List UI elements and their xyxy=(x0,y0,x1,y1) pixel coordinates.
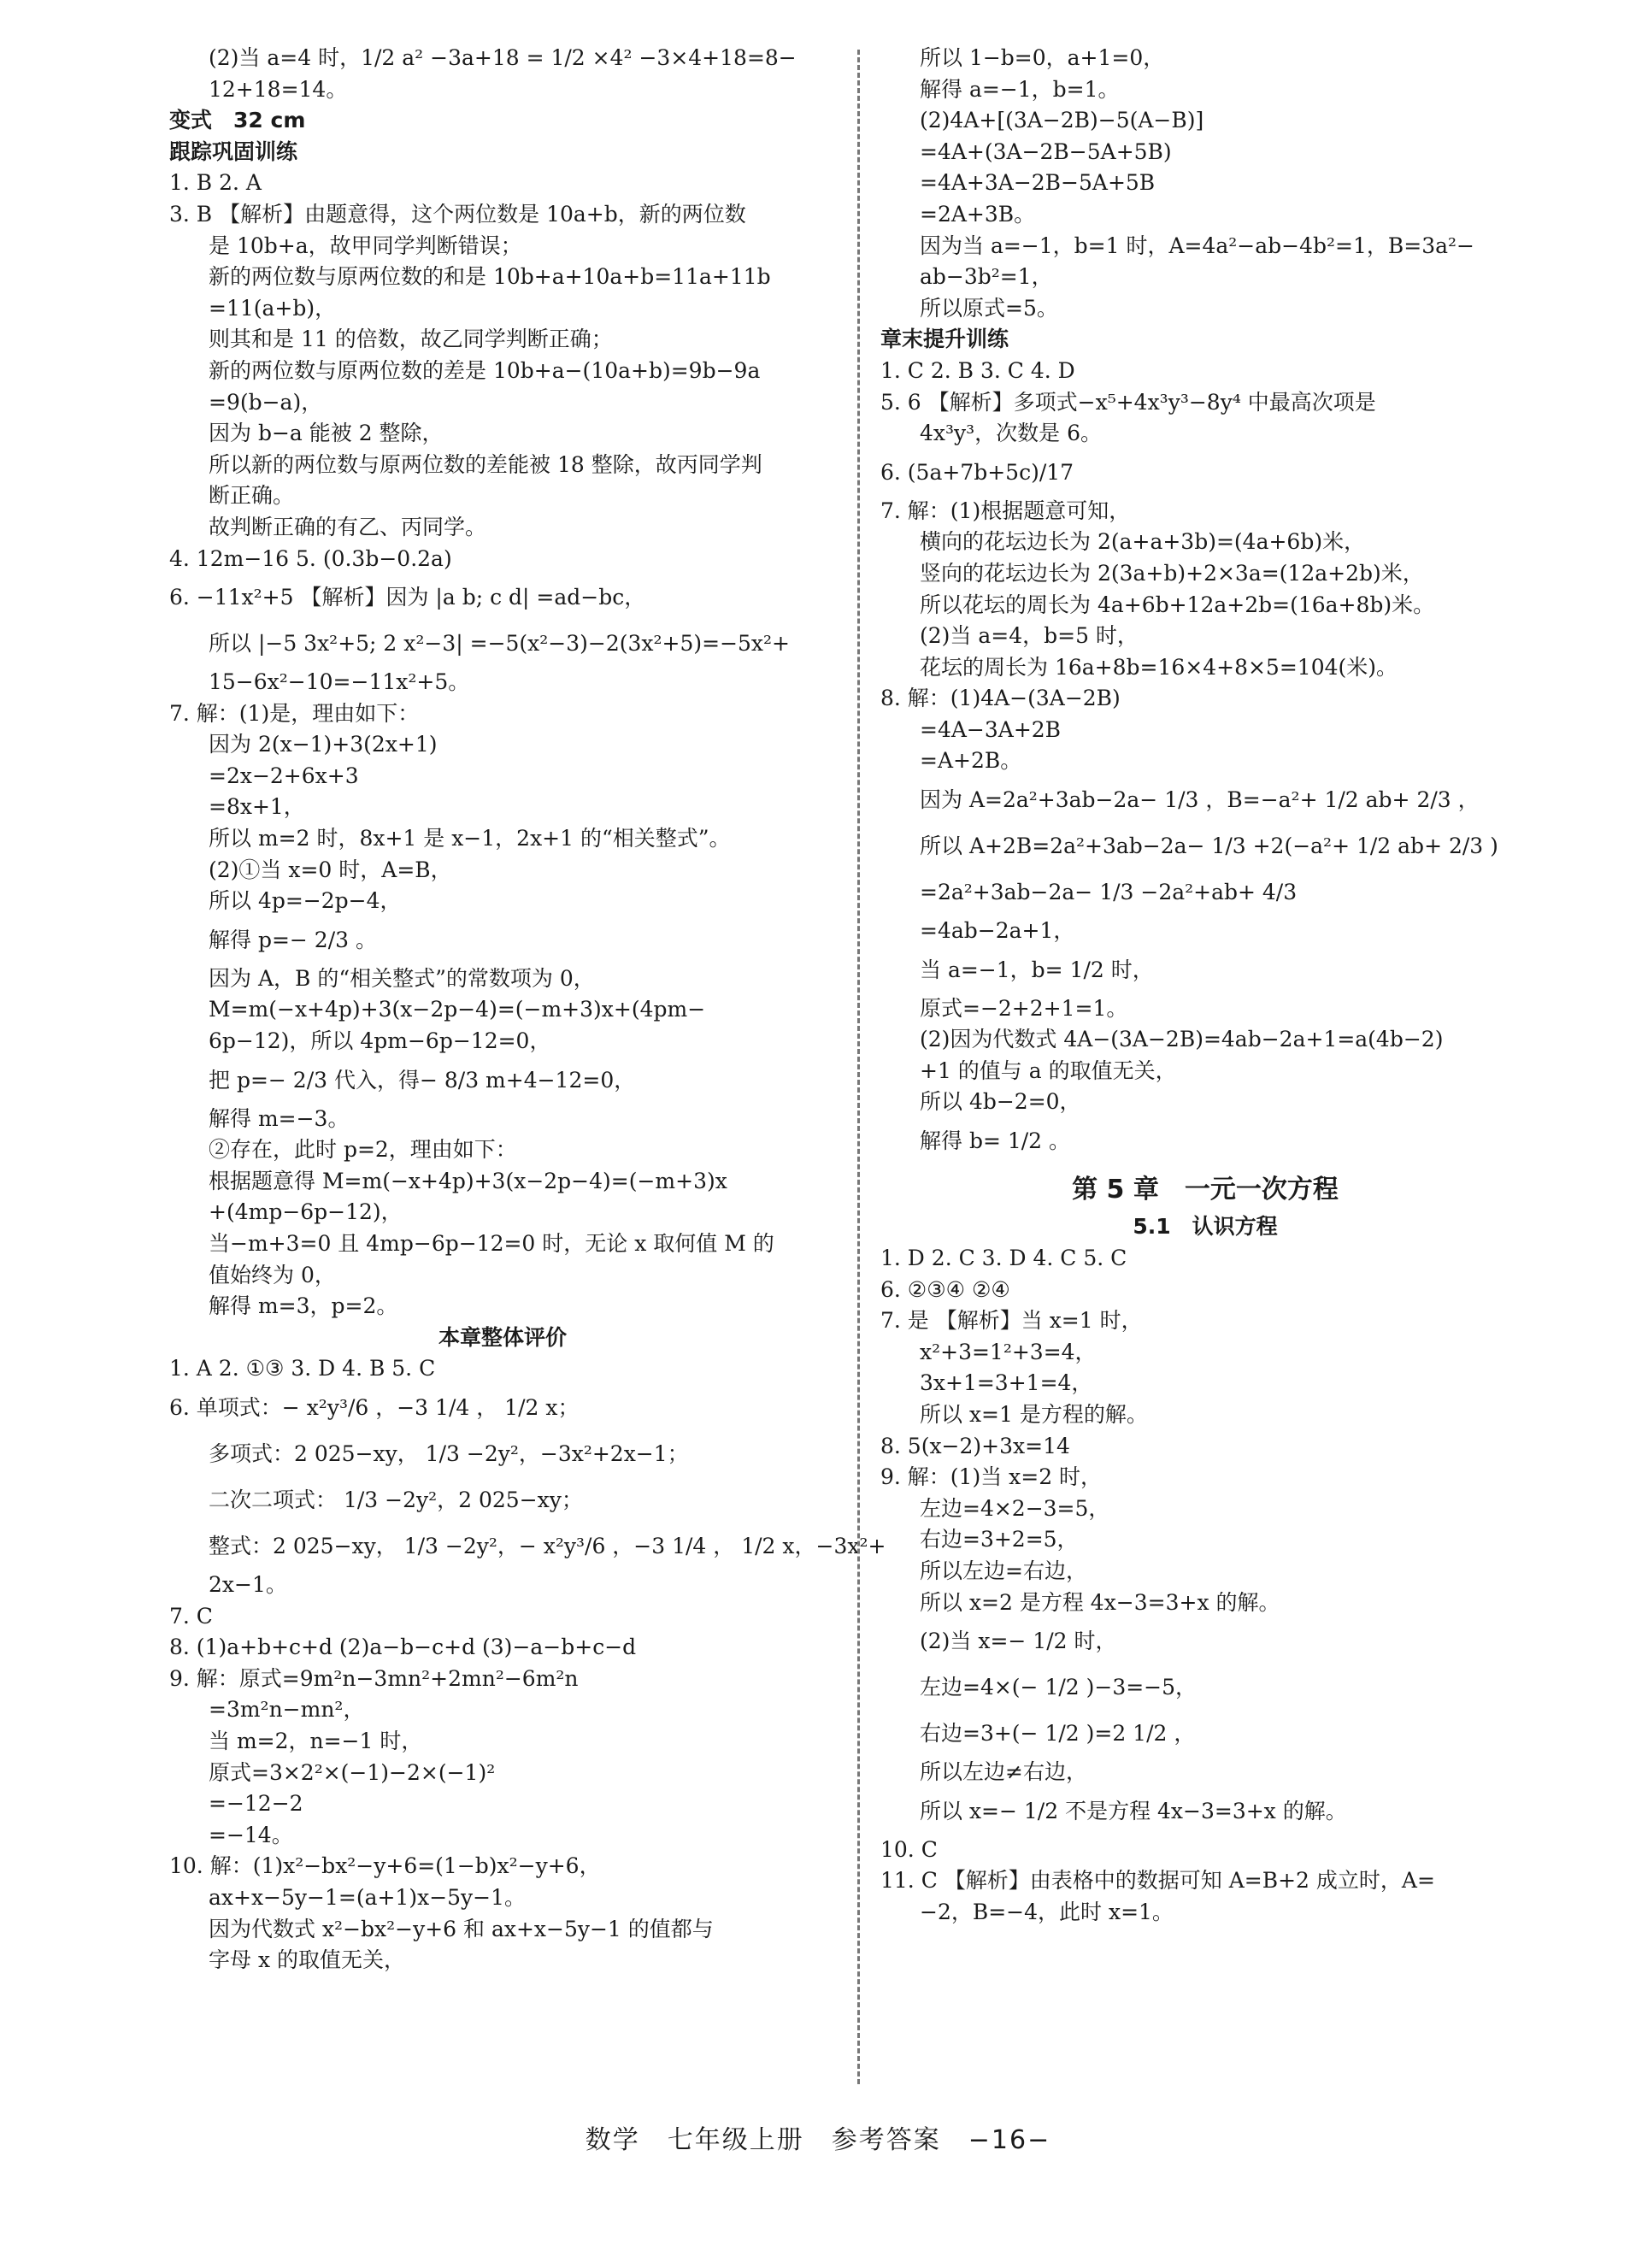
answer-line: (2)当 x=− 1/2 时， xyxy=(920,1629,1117,1654)
answer-line: 1. B 2. A xyxy=(169,170,262,196)
answer-line: 所以 x=2 是方程 4x−3=3+x 的解。 xyxy=(920,1589,1280,1615)
answer-line: 解得 b= 1/2 。 xyxy=(920,1128,1071,1154)
answer-line: 所以 1−b=0，a+1=0， xyxy=(920,45,1165,70)
answer-line: 4x³y³，次数是 6。 xyxy=(920,421,1103,446)
answer-line: (2)因为代数式 4A−(3A−2B)=4ab−2a+1=a(4b−2) xyxy=(920,1027,1444,1052)
answer-line: 8. 5(x−2)+3x=14 xyxy=(880,1433,1070,1458)
answer-line: =4A+(3A−2B−5A+5B) xyxy=(920,138,1172,164)
right-answers-chapter5 xyxy=(880,1243,1530,1929)
answer-line: =2x−2+6x+3 xyxy=(209,763,359,788)
answer-line: −2，B=−4，此时 x=1。 xyxy=(920,1899,1174,1924)
answer-line: 所以 4p=−2p−4， xyxy=(209,888,402,914)
answer-line: ax+x−5y−1=(a+1)x−5y−1。 xyxy=(209,1884,527,1910)
answer-line: 6. ②③④ ②④ xyxy=(880,1276,1010,1302)
answer-line: 解得 m=−3。 xyxy=(209,1105,350,1131)
answer-line: 左边=4×2−3=5， xyxy=(920,1495,1110,1521)
answer-line: 章末提升训练 xyxy=(880,327,1009,352)
answer-line: =11(a+b)， xyxy=(209,295,337,321)
answer-line: 横向的花坛边长为 2(a+a+3b)=(4a+6b)米， xyxy=(920,529,1366,555)
answer-line: 解得 p=− 2/3 。 xyxy=(209,927,377,952)
answer-line: +1 的值与 a 的取值无关， xyxy=(920,1057,1177,1083)
answer-line: 6. (5a+7b+5c)/17 xyxy=(880,459,1074,485)
answer-line: (2)当 a=4，b=5 时， xyxy=(920,623,1139,649)
answer-line: 解得 m=3，p=2。 xyxy=(209,1293,398,1319)
right-answers-chapter4 xyxy=(880,43,1530,1164)
answer-line: 所以 A+2B=2a²+3ab−2a− 1/3 +2(−a²+ 1/2 ab+ 2/3 ) xyxy=(920,834,1498,859)
answer-line: +(4mp−6p−12)， xyxy=(209,1199,403,1225)
answer-line: 所以左边=右边， xyxy=(920,1558,1087,1583)
column-divider xyxy=(857,50,860,2084)
answer-line: 花坛的周长为 16a+8b=16×4+8×5=104(米)。 xyxy=(920,654,1398,680)
answer-line: 是 10b+a，故甲同学判断错误； xyxy=(209,233,522,258)
answer-line: ab−3b²=1， xyxy=(920,264,1053,290)
answer-line: 9. 解：(1)当 x=2 时， xyxy=(880,1464,1103,1490)
answer-line: 7. 解：(1)是，理由如下： xyxy=(169,700,420,726)
answer-line: 所以 4b−2=0， xyxy=(920,1089,1081,1115)
answer-line: 因为当 a=−1，b=1 时，A=4a²−ab−4b²=1，B=3a²− xyxy=(920,233,1474,258)
answer-line: 11. C 【解析】由表格中的数据可知 A=B+2 成立时，A= xyxy=(880,1868,1435,1894)
answer-line: 1. D 2. C 3. D 4. C 5. C xyxy=(880,1246,1127,1271)
answer-line: 整式：2 025−xy， 1/3 −2y²，− x²y³/6 ，−3 1/4 ， 1/2 x，−3x²+ xyxy=(209,1533,886,1558)
answer-line: =4ab−2a+1， xyxy=(920,918,1075,944)
left-column xyxy=(169,43,886,1976)
answer-line: 所以 |−5 3x²+5; 2 x²−3| =−5(x²−3)−2(3x²+5)=−5x²+ xyxy=(209,631,791,657)
answer-line: 10. C xyxy=(880,1836,938,1862)
answer-line: 2x−1。 xyxy=(209,1571,287,1597)
answer-line: =8x+1， xyxy=(209,794,305,820)
answer-line: 新的两位数与原两位数的和是 10b+a+10a+b=11a+11b xyxy=(209,264,771,290)
answer-line: 9. 解：原式=9m²n−3mn²+2mn²−6m²n xyxy=(169,1665,579,1691)
answer-line: 值始终为 0， xyxy=(209,1262,336,1287)
answer-line: 8. (1)a+b+c+d (2)a−b−c+d (3)−a−b+c−d xyxy=(169,1635,637,1660)
answer-line: 原式=−2+2+1=1。 xyxy=(920,995,1128,1021)
answer-line: 跟踪巩固训练 xyxy=(169,138,298,164)
answer-line: 4. 12m−16 5. (0.3b−0.2a) xyxy=(169,545,452,571)
answer-line: 所以 x=− 1/2 不是方程 4x−3=3+x 的解。 xyxy=(920,1798,1347,1823)
answer-line: 多项式：2 025−xy， 1/3 −2y²，−3x²+2x−1； xyxy=(209,1440,689,1466)
answer-line: 6. 单项式：− x²y³/6 ，−3 1/4 ， 1/2 x； xyxy=(169,1394,580,1420)
answer-line: 3. B 【解析】由题意得，这个两位数是 10a+b，新的两位数 xyxy=(169,201,746,227)
answer-line: 二次二项式： 1/3 −2y²，2 025−xy； xyxy=(209,1487,583,1512)
answer-line: 断正确。 xyxy=(209,483,295,509)
answer-line: =3m²n−mn²， xyxy=(209,1697,365,1723)
answer-line: 6p−12)，所以 4pm−6p−12=0， xyxy=(209,1028,551,1054)
answer-line: 10. 解：(1)x²−bx²−y+6=(1−b)x²−y+6， xyxy=(169,1853,601,1879)
page-footer: 数学 七年级上册 参考答案 −16− xyxy=(585,2125,1051,2155)
answer-line: 因为 2(x−1)+3(2x+1) xyxy=(209,732,438,757)
answer-line: 故判断正确的有乙、丙同学。 xyxy=(209,514,487,539)
answer-line: =4A+3A−2B−5A+5B xyxy=(920,170,1156,196)
answer-line: =−12−2 xyxy=(209,1791,303,1817)
answer-line: ②存在，此时 p=2，理由如下： xyxy=(209,1137,517,1163)
answer-line: 左边=4×(− 1/2 )−3=−5， xyxy=(920,1675,1198,1700)
answer-line: 变式 32 cm xyxy=(169,108,306,133)
answer-line: 右边=3+(− 1/2 )=2 1/2 ， xyxy=(920,1721,1196,1747)
answer-line: 因为 A=2a²+3ab−2a− 1/3 ，B=−a²+ 1/2 ab+ 2/3 ， xyxy=(920,787,1480,813)
section-title: 5.1 认识方程 xyxy=(1133,1214,1278,1240)
answer-line: 所以花坛的周长为 4a+6b+12a+2b=(16a+8b)米。 xyxy=(920,592,1435,617)
answer-line: 1. C 2. B 3. C 4. D xyxy=(880,357,1075,383)
answer-line: 右边=3+2=5， xyxy=(920,1527,1079,1552)
answer-line: 6. −11x²+5 【解析】因为 |a b; c d| =ad−bc， xyxy=(169,585,646,610)
answer-line: 原式=3×2²×(−1)−2×(−1)² xyxy=(209,1759,496,1785)
answer-line: 所以 m=2 时，8x+1 是 x−1，2x+1 的“相关整式”。 xyxy=(209,826,731,851)
answer-line: 字母 x 的取值无关， xyxy=(209,1947,405,1973)
answer-line: 所以 x=1 是方程的解。 xyxy=(920,1402,1148,1427)
right-column xyxy=(880,43,1530,1929)
answer-line: =2A+3B。 xyxy=(920,201,1036,227)
answer-line: 7. C xyxy=(169,1603,213,1629)
answer-line: =9(b−a)， xyxy=(209,389,323,415)
answer-line: 所以新的两位数与原两位数的差能被 18 整除，故丙同学判 xyxy=(209,451,762,477)
answer-line: 1. A 2. ①③ 3. D 4. B 5. C xyxy=(169,1356,436,1381)
answer-line: 所以原式=5。 xyxy=(920,295,1058,321)
answer-line: =2a²+3ab−2a− 1/3 −2a²+ab+ 4/3 xyxy=(920,880,1298,905)
answer-line: 新的两位数与原两位数的差是 10b+a−(10a+b)=9b−9a xyxy=(209,357,761,383)
answer-line: M=m(−x+4p)+3(x−2p−4)=(−m+3)x+(4pm− xyxy=(209,997,706,1022)
answer-line: 解得 a=−1，b=1。 xyxy=(920,76,1120,102)
answer-line: 5. 6 【解析】多项式−x⁵+4x³y³−8y⁴ 中最高次项是 xyxy=(880,389,1376,415)
answer-line: 7. 是 【解析】当 x=1 时， xyxy=(880,1308,1143,1334)
answer-line: 所以左边≠右边， xyxy=(920,1759,1087,1785)
answer-line: 当 m=2，n=−1 时， xyxy=(209,1728,423,1753)
answer-line: x²+3=1²+3=4， xyxy=(920,1339,1097,1364)
answer-line: 15−6x²−10=−11x²+5。 xyxy=(209,669,470,695)
answer-line: 竖向的花坛边长为 2(3a+b)+2×3a=(12a+2b)米， xyxy=(920,560,1424,586)
answer-line: =−14。 xyxy=(209,1822,293,1847)
answer-line: (2)当 a=4 时，1/2 a² −3a+18 = 1/2 ×4² −3×4+18=8− xyxy=(209,45,797,70)
answer-line: 当 a=−1，b= 1/2 时， xyxy=(920,957,1154,982)
answer-line: 12+18=14。 xyxy=(209,76,348,102)
answer-line: (2)①当 x=0 时，A=B， xyxy=(209,857,452,882)
answer-line: 因为 b−a 能被 2 整除， xyxy=(209,421,444,446)
answer-line: 因为 A，B 的“相关整式”的常数项为 0， xyxy=(209,965,595,991)
answer-line: (2)4A+[(3A−2B)−5(A−B)] xyxy=(920,108,1204,133)
answer-line: 因为代数式 x²−bx²−y+6 和 ax+x−5y−1 的值都与 xyxy=(209,1916,714,1941)
answer-line: 根据题意得 M=m(−x+4p)+3(x−2p−4)=(−m+3)x xyxy=(209,1168,727,1193)
answer-line: 7. 解：(1)根据题意可知， xyxy=(880,498,1131,523)
answer-line: 本章整体评价 xyxy=(438,1324,567,1350)
chapter-title: 第 5 章 一元一次方程 xyxy=(1072,1175,1339,1205)
answer-line: =4A−3A+2B xyxy=(920,716,1062,742)
answer-line: 则其和是 11 的倍数，故乙同学判断正确； xyxy=(209,327,613,352)
answer-line: 3x+1=3+1=4， xyxy=(920,1370,1093,1396)
answer-line: 当−m+3=0 且 4mp−6p−12=0 时，无论 x 取何值 M 的 xyxy=(209,1231,774,1256)
answer-line: 8. 解：(1)4A−(3A−2B) xyxy=(880,686,1121,711)
answer-line: 把 p=− 2/3 代入，得− 8/3 m+4−12=0， xyxy=(209,1067,636,1093)
answer-line: =A+2B。 xyxy=(920,748,1022,774)
